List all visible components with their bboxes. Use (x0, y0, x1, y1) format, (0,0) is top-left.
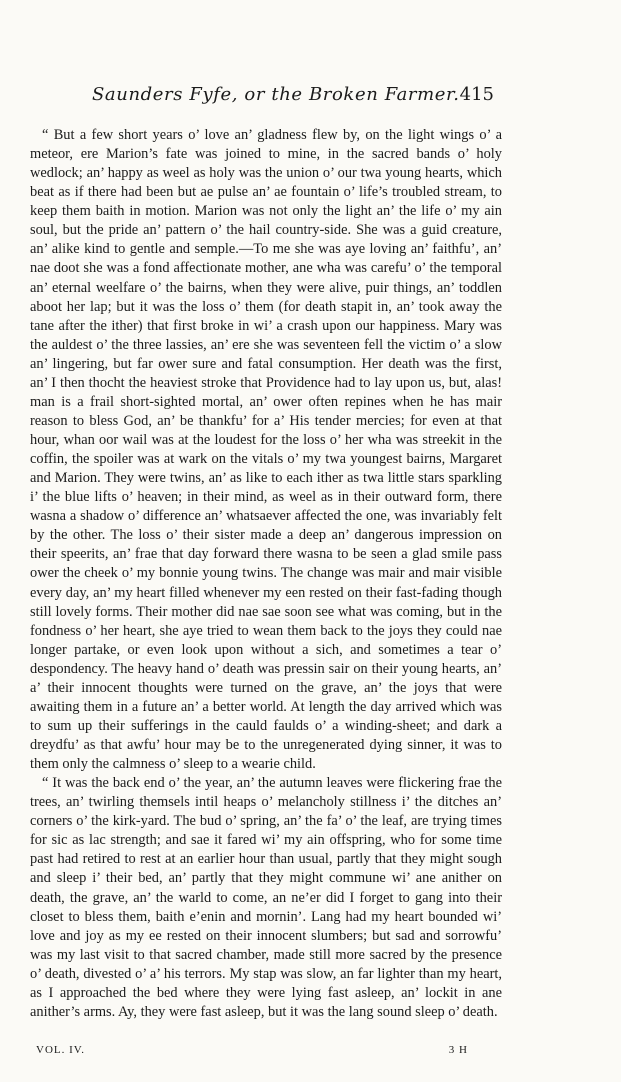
page-number: 415 (459, 84, 494, 105)
volume-label: VOL. IV. (36, 1044, 86, 1056)
signature-mark: 3 H (448, 1044, 468, 1056)
paragraph: “ It was the back end o’ the year, an’ the autumn leaves were flickering frae the trees, an’ twirling themsels intil heaps o’ melancholy stillness i’ the ditches an’ corners o’ the kirk-yard. The bud o’ spring, an’ the fa’ o’ the leaf, are trying times for sic as lac strength; and sae it fared wi’ my ain offspring, who for some time past had retired to rest at an earlier hour than usual, partly that they might sough and sleep i’ their bed, an’ partly that they might commune wi’ ane anither on death, the grave, an’ the warld to come, an ne’er did I forget to gang into their closet to bless them, baith e’enin and mornin’. Lang had my heart bounded wi’ love and joy as my ee rested on their innocent slumbers; but sad and sorrowfu’ was my last visit to that sacred chamber, made still more sacred by the presence o’ death, divested o’ a’ his terrors. My stap was slow, an far lighter than my heart, as I approached the bed where they were lying fast asleep, an’ lockit in ane anither’s arms. Ay, they were fast asleep, but it was the lang sound sleep o’ death. (30, 775, 502, 1020)
body-text (30, 126, 502, 1022)
page-footer (36, 1044, 468, 1062)
page-header (92, 84, 494, 114)
running-title: Saunders Fyfe, or the Broken Farmer. (92, 84, 460, 105)
paragraph: “ But a few short years o’ love an’ gladness flew by, on the light wings o’ a meteor, ere Marion’s fate was joined to mine, in the sacred bands o’ holy wedlock; an’ happy as weel as holy was the union o’ our twa young hearts, which beat as if there had been but ae pulse an’ ae fountain o’ life’s troubled stream, to keep them baith in motion. Marion was not only the light an’ the life o’ my ain soul, but the pride an’ pattern o’ the hail country-side. She was a guid creature, an’ alike kind to gentle and semple.—To me she was aye loving an’ faithfu’, an’ nae doot she was a fond affectionate mother, ane wha was carefu’ o’ the temporal an’ eternal weelfare o’ the bairns, when they were alive, puir things, an’ toddlen aboot her lap; but it was the loss o’ them (for death stapit in, an’ took away the tane after the ither) that first broke in wi’ a crash upon our happiness. Mary was the auldest o’ the three lassies, an’ ere she was seventeen fell the victim o’ a slow an’ lingering, but far ower sure and fatal consumption. Her death was the first, an’ I then thocht the heaviest stroke that Providence had to lay upon us, but, alas! man is a frail short-sighted mortal, an’ ower often repines when he has mair reason to bless God, an’ be thankfu’ for a’ His tender mercies; for even at that hour, whan oor wail was at the loudest for the loss o’ her wha was streekit in the coffin, the spoiler was at wark on the vitals o’ my twa youngest bairns, Margaret and Marion. They were twins, an’ as like to each ither as twa little stars sparkling i’ the blue lifts o’ heaven; in their mind, as weel as in their outward form, there wasna a shadow o’ difference an’ whatsaever affected the one, was invariably felt by the other. The loss o’ their sister made a deep an’ dangerous impression on their speerits, an’ frae that day forward there wasna to be seen a glad smile pass ower the cheek o’ my bonnie young twins. The change was mair and mair visible every day, an’ my heart filled whenever my een rested on their fast-fading though still lovely forms. Their mother did nae sae soon see what was coming, but in the fondness o’ her heart, she aye tried to wean them back to the joys they could nae longer partake, or even look upon without a sich, and sometimes a tear o’ despondency. The heavy hand o’ death was pressin sair on their young hearts, an’ a’ their innocent thoughts were turned on the grave, an’ the joys that were awaiting them in a future an’ a better world. At length the day arrived which was to sum up their sufferings in the cauld faulds o’ a winding-sheet; and dark a dreydfu’ as that awfu’ hour may be to the unregenerated dying sinner, it was to them only the calmness o’ sleep to a wearie child. (30, 127, 502, 773)
